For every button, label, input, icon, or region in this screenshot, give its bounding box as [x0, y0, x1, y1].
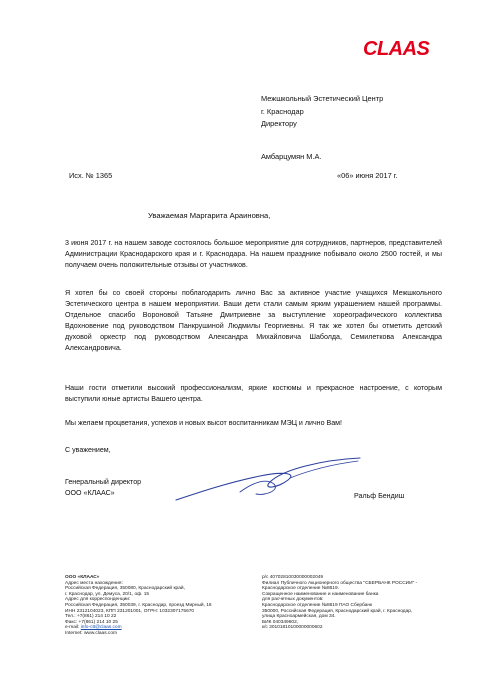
paragraph-guests: Наши гости отметили высокий профессионализм, яркие костюмы и прекрасное настроение, с которым выступили юные артисты Вашего центра.: [65, 384, 442, 403]
footer-bank-line: Сокращенное наименование и наименование банка: [262, 591, 379, 597]
paragraph-event: 3 июня 2017 г. на нашем заводе состоялось большое мероприятие для сотрудников, партнеров, представителей Администрации Краснодарского края и г. Краснодара. На нашем празднике побывало около 2500 гостей, и мы получаем очень положительные отзывы от участников.: [65, 239, 442, 269]
signatory-company: ООО «КЛААС»: [65, 489, 115, 497]
recipient-city: г. Краснодар: [261, 106, 304, 116]
signatory-title: [65, 477, 141, 499]
footer-line: Адрес места нахождения:: [65, 580, 123, 586]
footer-line: г. Краснодар, ул. Демуса, 20/1, оф. 15: [65, 591, 150, 597]
footer-phone: Тел.: +7(861) 214 10 22: [65, 614, 117, 620]
claas-logo: [362, 38, 442, 58]
footer-bank-line: Краснодарское отделение №8619 ПАО Сбербанк: [262, 602, 373, 608]
footer-bank-details: [262, 575, 417, 631]
footer-bank-line: р/с 40702810030000002049: [262, 575, 324, 580]
footer-email-link[interactable]: info-ctt@claas.com: [80, 625, 122, 631]
signatory-name: Ральф Бендиш: [354, 492, 405, 500]
greeting: Уважаемая Маргарита Араиновна,: [148, 211, 271, 220]
recipient-name: Амбарцумян М.А.: [261, 152, 322, 161]
footer-email-label: e-mail:: [65, 625, 81, 631]
footer-line: Российская Федерация, 350080, Краснодарский край,: [65, 586, 185, 592]
recipient-position: Директору: [261, 119, 297, 128]
paragraph-thanks: Я хотел бы со своей стороны поблагодарить лично Вас за активное участие учащихся Межшкольного Эстетического центра в нашем мероприятии. Ваши дети стали самым ярким украшением нашей программы. Отдельное спасибо Вороновой Татьяне Дмитриевне за выступление хореографического коллектива Вдохновение под руководством Панкрушиной Людмилы Георгиевны. Я так же хотел бы отметить детский духовой оркестр под руководством Александра Михайловича Шаболда, Семилеткова Александра Александровича.: [65, 289, 442, 352]
footer-company-name: ООО «КЛААС»: [65, 575, 100, 580]
recipient-block: [261, 93, 383, 131]
footer-bank-line: БИК 040349602,: [262, 619, 299, 625]
footer-internet-row: [65, 631, 212, 637]
footer-bank-line: 350000, Российская Федерация, Краснодарский край, г. Краснодар,: [262, 608, 413, 614]
letter-date: «06» июня 2017 г.: [337, 171, 398, 180]
closing: С уважением,: [65, 446, 111, 454]
claas-logo-text: CLAAS: [363, 38, 430, 58]
footer-bank-line: Филиал Публичного Акционерного общества "СБЕРБАНК РОССИИ" -: [262, 580, 418, 586]
footer-bank-line: улица Красноармейская, дом 34.: [262, 614, 336, 620]
paragraph-wishes: Мы желаем процветания, успехов и новых высот воспитанникам МЭЦ и лично Вам!: [65, 419, 343, 427]
footer-fax: Факс: +7(861) 214 10 25: [65, 619, 118, 625]
signatory-position: Генеральный директор: [65, 478, 142, 486]
footer-line: Российская Федерация, 350039, г. Краснодар, проезд Мирный, 16: [65, 602, 212, 608]
footer-internet-label: Internet:: [65, 630, 84, 636]
handwritten-signature: [170, 452, 370, 512]
footer-line: ИНН 2312104023, КПП 231201001, ОГРН: 1032307175670: [65, 608, 195, 614]
footer-bank-line: для расчетных документов:: [262, 597, 324, 603]
footer-line: Адрес для корреспонденции:: [65, 597, 131, 603]
footer-bank-line: Краснодарское отделение №8619.: [262, 586, 339, 592]
footer-company-details: [65, 575, 212, 637]
footer-internet-link[interactable]: www.claas.com: [83, 630, 117, 636]
footer-bank-line: к/с 30101810100000000602: [262, 625, 323, 631]
recipient-organization: Межшкольный Эстетический Центр: [261, 94, 384, 103]
outgoing-number: Исх. № 1365: [69, 171, 113, 180]
